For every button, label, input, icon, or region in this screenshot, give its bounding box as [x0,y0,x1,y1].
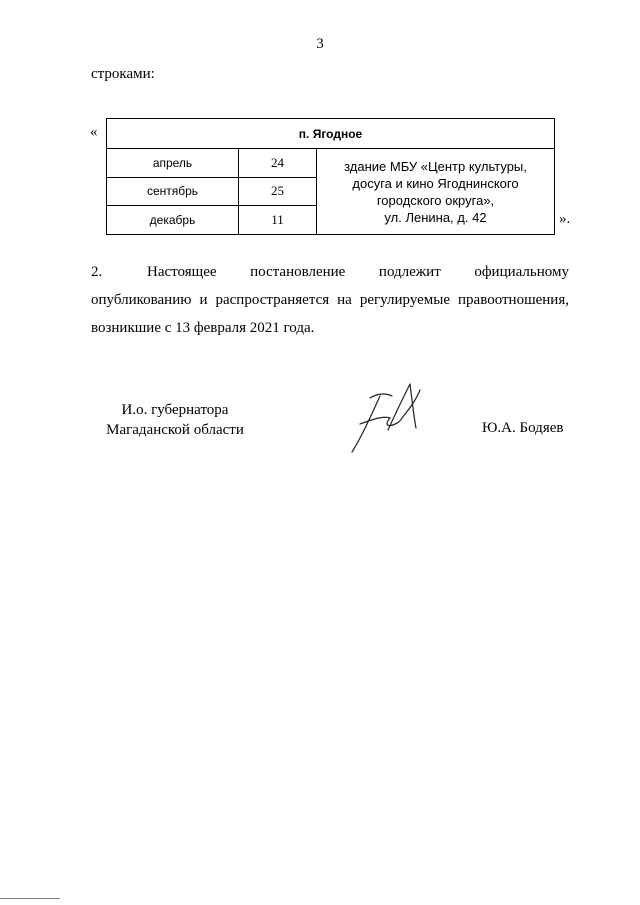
month-cell: декабрь [107,206,239,235]
venue-line: здание МБУ «Центр культуры, [344,158,527,174]
paragraph-2 [91,258,569,342]
value-cell: 24 [239,149,317,178]
month-cell: сентябрь [107,177,239,206]
intro-text: строками: [91,66,155,82]
venue-line: досуга и кино Ягоднинского [352,175,519,191]
handwritten-signature [340,378,440,458]
table-row [107,149,555,178]
month-cell: апрель [107,149,239,178]
paragraph-line: возникшие с 13 февраля 2021 года. [91,320,315,336]
venue-line: ул. Ленина, д. 42 [384,209,487,225]
value-cell: 11 [239,206,317,235]
quote-close: ». [559,211,571,227]
signatory-title [100,400,250,440]
value-cell: 25 [239,177,317,206]
page-number: 3 [316,36,324,52]
table-header: п. Ягодное [107,119,555,149]
signatory-name: Ю.А. Бодяев [482,420,564,436]
signatory-title-line: Магаданской области [106,422,244,438]
signatory-title-line: И.о. губернатора [121,402,229,418]
venue-cell [317,149,555,235]
schedule-table [106,118,555,235]
footer-divider [0,898,60,899]
paragraph-line: 2. Настоящее постановление подлежит официальному [91,264,569,280]
paragraph-line: опубликованию и распространяется на регулируемые правоотношения, [91,292,569,308]
quote-open: « [90,124,98,140]
venue-line: городского округа», [376,192,495,208]
table-header-row [107,119,555,149]
